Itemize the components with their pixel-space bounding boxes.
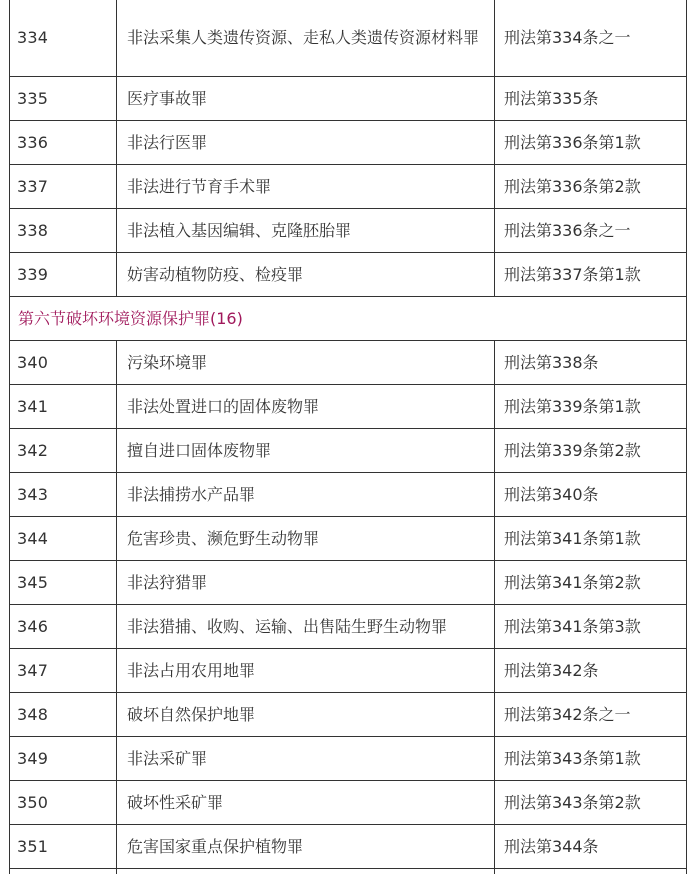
crime-name: 非法植入基因编辑、克隆胚胎罪 — [117, 209, 495, 253]
table-row — [10, 825, 687, 869]
crime-number: 339 — [10, 253, 117, 297]
table-row — [10, 165, 687, 209]
crime-number: 343 — [10, 473, 117, 517]
crime-name: 医疗事故罪 — [117, 77, 495, 121]
crime-number: 345 — [10, 561, 117, 605]
table-row — [10, 385, 687, 429]
law-article-reference: 刑法第342条 — [495, 649, 687, 693]
table-row — [10, 649, 687, 693]
crime-number: 341 — [10, 385, 117, 429]
crime-name: 危害珍贵、濒危野生动物罪 — [117, 517, 495, 561]
table-row — [10, 341, 687, 385]
table-row — [10, 0, 687, 77]
table-row — [10, 121, 687, 165]
law-article-reference: 刑法第336条之一 — [495, 209, 687, 253]
crime-name: 破坏自然保护地罪 — [117, 693, 495, 737]
law-article-reference — [495, 869, 687, 874]
crime-number: 335 — [10, 77, 117, 121]
law-article-reference: 刑法第339条第2款 — [495, 429, 687, 473]
section-header-row — [10, 297, 687, 341]
table-row — [10, 781, 687, 825]
crime-number: 347 — [10, 649, 117, 693]
crime-name: 非法进行节育手术罪 — [117, 165, 495, 209]
crime-number: 348 — [10, 693, 117, 737]
crime-name: 非法狩猎罪 — [117, 561, 495, 605]
crime-number: 334 — [10, 0, 117, 77]
law-article-reference: 刑法第336条第1款 — [495, 121, 687, 165]
crime-name: 妨害动植物防疫、检疫罪 — [117, 253, 495, 297]
law-article-reference: 刑法第334条之一 — [495, 0, 687, 77]
table-row — [10, 517, 687, 561]
crime-number: 342 — [10, 429, 117, 473]
crime-name — [117, 869, 495, 874]
table-row — [10, 473, 687, 517]
crime-number: 340 — [10, 341, 117, 385]
table-row — [10, 209, 687, 253]
table-row — [10, 253, 687, 297]
crime-number: 351 — [10, 825, 117, 869]
crime-number: 350 — [10, 781, 117, 825]
law-article-reference: 刑法第341条第2款 — [495, 561, 687, 605]
crime-name: 非法行医罪 — [117, 121, 495, 165]
crime-name: 非法捕捞水产品罪 — [117, 473, 495, 517]
table-row — [10, 869, 687, 874]
law-article-reference: 刑法第341条第3款 — [495, 605, 687, 649]
law-article-reference: 刑法第339条第1款 — [495, 385, 687, 429]
law-article-reference: 刑法第335条 — [495, 77, 687, 121]
table-row — [10, 605, 687, 649]
crime-name: 非法处置进口的固体废物罪 — [117, 385, 495, 429]
crime-name: 非法采集人类遗传资源、走私人类遗传资源材料罪 — [117, 0, 495, 77]
crimes-table-body — [10, 0, 687, 874]
crime-name: 污染环境罪 — [117, 341, 495, 385]
section-title: 第六节破坏环境资源保护罪(16) — [10, 297, 687, 341]
law-article-reference: 刑法第336条第2款 — [495, 165, 687, 209]
crime-number: 346 — [10, 605, 117, 649]
law-article-reference: 刑法第341条第1款 — [495, 517, 687, 561]
crime-name: 非法猎捕、收购、运输、出售陆生野生动物罪 — [117, 605, 495, 649]
crime-number: 349 — [10, 737, 117, 781]
crime-name: 危害国家重点保护植物罪 — [117, 825, 495, 869]
crime-name: 擅自进口固体废物罪 — [117, 429, 495, 473]
law-article-reference: 刑法第337条第1款 — [495, 253, 687, 297]
table-row — [10, 429, 687, 473]
law-article-reference: 刑法第344条 — [495, 825, 687, 869]
crimes-table — [9, 0, 687, 874]
crime-number: 344 — [10, 517, 117, 561]
crime-name: 非法占用农用地罪 — [117, 649, 495, 693]
law-article-reference: 刑法第338条 — [495, 341, 687, 385]
crime-name: 非法采矿罪 — [117, 737, 495, 781]
table-row — [10, 737, 687, 781]
law-article-reference: 刑法第343条第2款 — [495, 781, 687, 825]
law-article-reference: 刑法第342条之一 — [495, 693, 687, 737]
crime-number: 336 — [10, 121, 117, 165]
law-article-reference: 刑法第343条第1款 — [495, 737, 687, 781]
table-row — [10, 561, 687, 605]
crime-number: 338 — [10, 209, 117, 253]
law-article-reference: 刑法第340条 — [495, 473, 687, 517]
table-row — [10, 693, 687, 737]
crime-name: 破坏性采矿罪 — [117, 781, 495, 825]
crime-number — [10, 869, 117, 874]
table-row — [10, 77, 687, 121]
crime-number: 337 — [10, 165, 117, 209]
